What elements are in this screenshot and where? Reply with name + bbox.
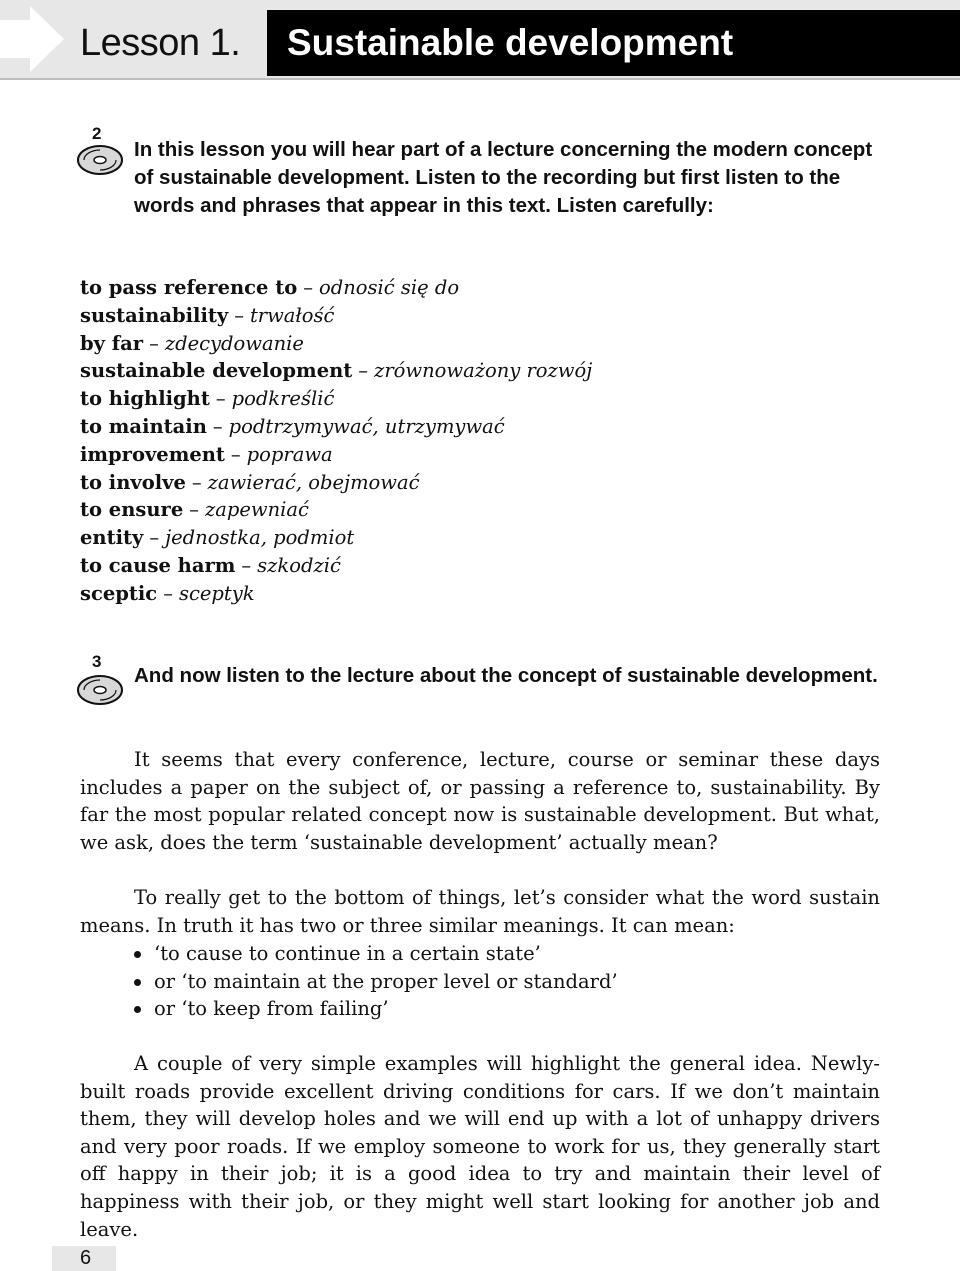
vocab-translation: zapewniać [204, 498, 309, 522]
vocab-item [80, 524, 900, 552]
vocab-item [80, 357, 900, 385]
lesson-title: Sustainable development [287, 22, 734, 63]
vocab-separator: – [212, 414, 223, 438]
vocab-translation: podkreślić [231, 387, 335, 411]
vocab-separator: – [191, 470, 202, 494]
vocab-separator: – [234, 303, 244, 327]
vocab-separator: – [358, 359, 369, 383]
vocab-translation: trwałość [249, 303, 335, 327]
vocab-item [80, 469, 900, 497]
arrow-right-icon [0, 0, 80, 78]
vocab-term: to pass reference to [80, 276, 298, 299]
instruction-lesson-intro: In this lesson you will hear part of a lecture concerning the modern concept of sustainable development. Listen to the recording but first listen to the words and phrases that appear in this text. Listen carefully: [134, 138, 873, 217]
vocab-item [80, 385, 900, 413]
vocab-item [80, 330, 900, 358]
vocab-item [80, 580, 900, 608]
vocab-term: to cause harm [80, 553, 236, 577]
vocab-translation: podtrzymywać, utrzymywać [228, 414, 505, 438]
vocab-term: to highlight [80, 387, 210, 411]
vocab-term: to maintain [80, 414, 207, 438]
vocab-translation: poprawa [246, 442, 333, 466]
instruction-lecture: And now listen to the lecture about the concept of sustainable development. [134, 664, 878, 687]
vocab-term: sustainable development [80, 359, 353, 383]
vocab-separator: – [149, 526, 160, 550]
header-band [0, 0, 960, 80]
vocab-separator: – [189, 498, 199, 522]
vocab-term: sceptic [80, 581, 158, 605]
vocab-separator: – [230, 442, 241, 466]
vocab-item [80, 274, 900, 302]
vocab-separator: – [149, 331, 159, 355]
vocab-translation: zdecydowanie [164, 331, 304, 355]
vocabulary-list [80, 274, 900, 608]
vocab-item [80, 413, 900, 441]
vocab-separator: – [215, 387, 226, 411]
vocab-item [80, 441, 900, 469]
title-box [267, 10, 960, 76]
page-number: 6 [80, 1247, 92, 1269]
vocab-item [80, 302, 900, 330]
vocab-item [80, 552, 900, 580]
track-number: 2 [92, 124, 102, 143]
vocab-separator: – [163, 581, 173, 605]
vocab-separator: – [303, 276, 313, 299]
vocab-term: to ensure [80, 498, 184, 522]
vocab-term: improvement [80, 442, 225, 466]
list-item: or ‘to maintain at the proper level or standard’ [134, 968, 618, 996]
list-item: ‘to cause to continue in a certain state’ [134, 940, 618, 968]
vocab-term: to involve [80, 470, 186, 494]
vocab-term: entity [80, 526, 144, 550]
lecture-paragraph-3: A couple of very simple examples will highlight the general idea. Newly-built roads provide excellent driving conditions for cars. If we don’t maintain them, they will develop holes and we will end up with a lot of unhappy drivers and very poor roads. If we employ someone to work for us, they generally start off happy in their job; it is a good idea to try and maintain their level of happiness with their job, or they might well start looking for another job and leave. [80, 1052, 880, 1241]
vocab-translation: jednostka, podmiot [165, 526, 355, 550]
lesson-number: Lesson 1. [80, 22, 241, 64]
vocab-separator: – [241, 553, 252, 577]
vocab-translation: zrównoważony rozwój [374, 359, 593, 383]
vocab-translation: zawierać, obejmować [207, 470, 420, 494]
vocab-translation: sceptyk [178, 581, 255, 605]
vocab-term: by far [80, 331, 144, 355]
meanings-list [134, 940, 618, 1023]
vocab-term: sustainability [80, 303, 229, 327]
vocab-translation: szkodzić [257, 553, 341, 577]
lecture-paragraph-1: It seems that every conference, lecture, course or seminar these days includes a paper on the subject of, or passing a reference to, sustainability. By far the most popular related concept now is sustainable development. But what, we ask, does the term ‘sustainable development’ actually mean? [80, 748, 880, 854]
list-item: or ‘to keep from failing’ [134, 995, 618, 1023]
vocab-item [80, 496, 900, 524]
vocab-translation: odnosić się do [318, 276, 460, 299]
lecture-paragraph-2: To really get to the bottom of things, let’s consider what the word sustain means. In truth it has two or three similar meanings. It can mean: [80, 886, 880, 937]
track-number: 3 [92, 652, 102, 671]
